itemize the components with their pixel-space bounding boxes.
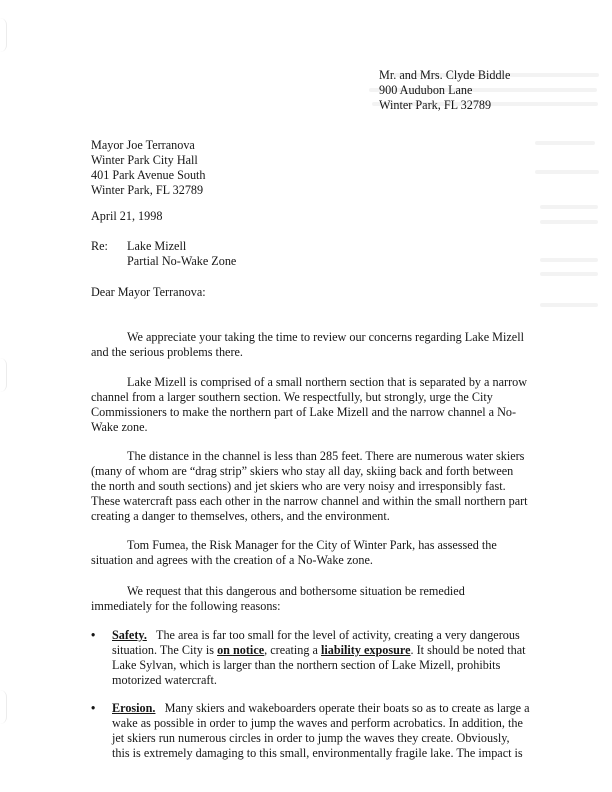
- paragraph-line: Commissioners to make the northern part of Lake Mizell and the narrow channel a No-: [91, 405, 517, 419]
- bullet-text: motorized watercraft.: [112, 673, 217, 687]
- sender-city: Winter Park, FL 32789: [379, 98, 492, 112]
- body-paragraph: [91, 375, 531, 435]
- recipient-street: 401 Park Avenue South: [91, 168, 206, 182]
- bullet-text: this is extremely damaging to this small, environmentally fragile lake. The impact is: [112, 746, 523, 760]
- bullet-text: Lake Sylvan, which is larger than the northern section of Lake Mizell, prohibits: [112, 658, 501, 672]
- body-paragraph: [91, 330, 531, 360]
- bleed-through-mark: [540, 205, 598, 209]
- bullet-text: jet skiers run numerous circles in order to jump the waves they create. Obviously,: [112, 731, 510, 745]
- bullet-text: situation. The City is: [112, 643, 218, 657]
- paragraph-line: the north and south sections) and jet skiers who are very noisy and irresponsibly fast.: [91, 479, 506, 493]
- punch-hole-mark: [0, 690, 7, 724]
- paragraph-line: situation and agrees with the creation of a No-Wake zone.: [91, 553, 373, 567]
- paragraph-line: Tom Fumea, the Risk Manager for the City of Winter Park, has assessed the: [127, 538, 497, 552]
- punch-hole-mark: [0, 18, 7, 52]
- subject-line-2: Partial No-Wake Zone: [127, 254, 237, 268]
- sender-address: [379, 68, 510, 113]
- paragraph-line: creating a danger to themselves, others, and the environment.: [91, 509, 390, 523]
- bullet-text: , creating a: [264, 643, 321, 657]
- body-paragraph: [91, 449, 531, 524]
- subject-label: Re:: [91, 239, 108, 253]
- bullet-text: . It should be noted that: [410, 643, 526, 657]
- bleed-through-mark: [540, 258, 598, 262]
- punch-hole-mark: [0, 358, 7, 392]
- list-item-safety: [91, 628, 531, 688]
- paragraph-line: We request that this dangerous and bothersome situation be remedied: [127, 584, 465, 598]
- salutation: Dear Mayor Terranova:: [91, 285, 206, 299]
- subject-line-1: Lake Mizell: [127, 239, 187, 253]
- paragraph-line: The distance in the channel is less than 285 feet. There are numerous water skiers: [127, 449, 525, 463]
- bullet-text: wake as possible in order to jump the waves and perform acrobatics. In addition, the: [112, 716, 523, 730]
- bullet-heading: Erosion.: [112, 701, 156, 715]
- bleed-through-mark: [535, 141, 595, 145]
- list-item-erosion: [91, 701, 531, 761]
- paragraph-line: (many of whom are “drag strip” skiers who stay all day, skiing back and forth between: [91, 464, 514, 478]
- paragraph-line: We appreciate your taking the time to review our concerns regarding Lake Mizell: [127, 330, 524, 344]
- paragraph-line: Wake zone.: [91, 420, 148, 434]
- bullet-marker: •: [91, 701, 96, 715]
- paragraph-line: These watercraft pass each other in the narrow channel and within the small northern part: [91, 494, 528, 508]
- bullet-heading: Safety.: [112, 628, 147, 642]
- sender-street: 900 Audubon Lane: [379, 83, 473, 97]
- bleed-through-mark: [540, 220, 598, 224]
- letter-date: April 21, 1998: [91, 209, 163, 223]
- emphasis-text: on notice: [217, 643, 265, 657]
- sender-name: Mr. and Mrs. Clyde Biddle: [379, 68, 511, 82]
- recipient-name: Mayor Joe Terranova: [91, 138, 195, 152]
- paragraph-line: Lake Mizell is comprised of a small northern section that is separated by a narrow: [127, 375, 528, 389]
- bullet-marker: •: [91, 628, 96, 642]
- bleed-through-mark: [540, 272, 598, 276]
- emphasis-text: liability exposure: [320, 643, 411, 657]
- bleed-through-mark: [540, 303, 598, 307]
- bullet-text: The area is far too small for the level of activity, creating a very dangerous: [156, 628, 520, 642]
- recipient-org: Winter Park City Hall: [91, 153, 198, 167]
- body-paragraph: [91, 538, 531, 568]
- paragraph-line: immediately for the following reasons:: [91, 599, 281, 613]
- recipient-city: Winter Park, FL 32789: [91, 183, 204, 197]
- body-paragraph: [91, 584, 531, 614]
- bleed-through-mark: [535, 170, 599, 174]
- recipient-address: [91, 138, 206, 198]
- paragraph-line: channel from a larger southern section. We respectfully, but strongly, urge the City: [91, 390, 493, 404]
- bullet-text: Many skiers and wakeboarders operate their boats so as to create as large a: [164, 701, 530, 715]
- paragraph-line: and the serious problems there.: [91, 345, 243, 359]
